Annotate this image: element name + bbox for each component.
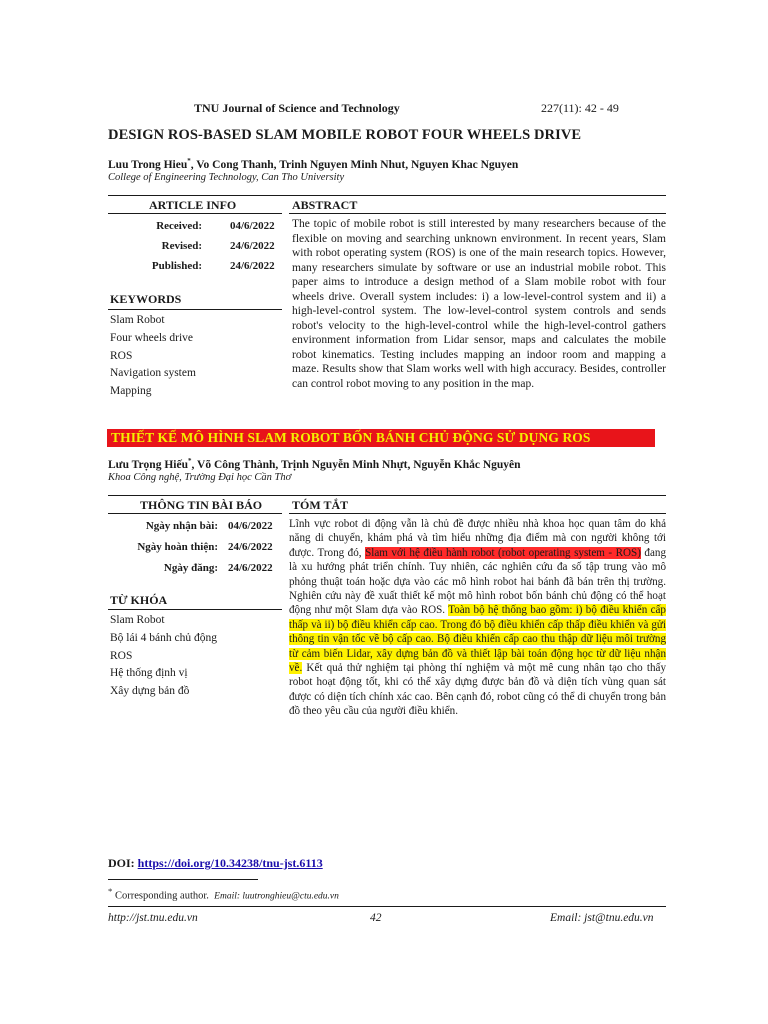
- keyword: Mapping: [110, 385, 152, 398]
- first-author: Lưu Trọng Hiếu: [108, 458, 188, 471]
- divider: [108, 195, 666, 196]
- meta-row-revised: [108, 240, 278, 254]
- divider: [108, 495, 666, 496]
- footnote-mark: *: [108, 886, 113, 896]
- keywords-list: [110, 312, 196, 401]
- footnote-email: Email: luutronghieu@ctu.edu.vn: [214, 891, 339, 902]
- footnote: [108, 886, 339, 902]
- abstract-part: Lĩnh vực robot di động vẫn là chủ đề được nhiều nhà khoa học quan tâm do khả năng di chuyển, khám phá và tìm hiểu những địa điểm mà con người không tới được. Trong đó,: [289, 518, 666, 559]
- meta-label: Ngày hoàn thiện:: [137, 541, 218, 553]
- meta-label: Received:: [156, 220, 202, 232]
- highlight-red: Slam với hệ điều hành robot (robot operating system - ROS): [365, 546, 641, 559]
- abstract-text: The topic of mobile robot is still interested by many researchers because of the flexible on moving and searching unknown environment. In recent years, Slam with robot operating system (ROS) is one of the main research topics. However, many researchers simulate by software or use an industrial mobile robot. This paper aims to introduce a design method of a Slam mobile robot with four wheels drive. Overall system includes: i) a low-level-control system and ii) a high-level-control system. The low-level-control system controls and sends robot's velocity to the high-level-control while the high-level-control gathers environment information from Lidar sensor, maps and calculates the mobile robot kinematics. Testing includes mapping an indoor room and mapping a maze. Results show that Slam works well with high accuracy. Besides, controller can control robot moving to any position in the map.: [292, 218, 666, 390]
- corresponding-mark: *: [187, 157, 191, 165]
- meta-value: 24/6/2022: [228, 541, 273, 553]
- abstract-heading-vn: TÓM TẮT: [292, 498, 349, 512]
- authors-vn: [108, 457, 521, 471]
- first-author: Luu Trong Hieu: [108, 158, 188, 171]
- abstract-text-vn: [289, 517, 666, 719]
- meta-label: Revised:: [161, 240, 202, 252]
- abstract-part: đang là xu hướng phát triển chính. Tuy nhiên, các nghiên cứu đa số tập trung vào mô phỏng thuật toán hoặc dựa vào các mô hình robot hai bánh đã bán trên thị trường. Nghiên cứu này đề xuất thiết kế một mô hình robot bốn bánh chủ động có thể hoạt động như một Slam dựa vào ROS.: [289, 546, 666, 617]
- authors-en: [108, 157, 518, 171]
- meta-value: 04/6/2022: [230, 220, 275, 232]
- doi-link[interactable]: https://doi.org/10.34238/tnu-jst.6113: [137, 856, 323, 870]
- keyword: Hệ thống định vị: [110, 667, 188, 680]
- doi-label: DOI:: [108, 856, 138, 870]
- paper-title-vn: THIẾT KẾ MÔ HÌNH SLAM ROBOT BỐN BÁNH CHỦ ĐỘNG SỬ DỤNG ROS: [111, 430, 591, 445]
- footer-url[interactable]: http://jst.tnu.edu.vn: [108, 912, 198, 924]
- footer-divider: [108, 906, 666, 907]
- paper-title-en: DESIGN ROS-BASED SLAM MOBILE ROBOT FOUR WHEELS DRIVE: [108, 127, 582, 143]
- meta-row-received: [108, 220, 278, 234]
- meta-label: Ngày đăng:: [163, 562, 218, 574]
- article-info-heading: ARTICLE INFO: [149, 198, 237, 212]
- affiliation-en: College of Engineering Technology, Can Tho University: [108, 172, 345, 183]
- footer-email[interactable]: Email: jst@tnu.edu.vn: [550, 912, 654, 924]
- divider: [289, 213, 666, 214]
- keyword: ROS: [110, 349, 133, 362]
- keywords-heading: KEYWORDS: [110, 292, 182, 306]
- keyword: Xây dựng bản đồ: [110, 685, 190, 698]
- meta-row-received-vn: [108, 520, 278, 534]
- divider: [108, 513, 282, 514]
- keyword: Four wheels drive: [110, 331, 194, 344]
- meta-row-published-vn: [108, 562, 278, 576]
- meta-label: Ngày nhận bài:: [145, 520, 218, 532]
- divider: [289, 513, 666, 514]
- keywords-heading-vn: TỪ KHÓA: [110, 593, 168, 607]
- footnote-divider: [108, 879, 258, 880]
- abstract-part: Kết quả thử nghiệm tại phòng thí nghiệm và một mê cung nhân tạo cho thấy robot hoạt động tốt, khi có thể xây dựng được bản đồ và diện tích vùng quan sát được có diện tích chính xác cao. Bên cạnh đó, robot cũng có thể di chuyển trong bản đồ theo yêu cầu của người điều khiển.: [289, 662, 666, 718]
- article-info-heading-vn: THÔNG TIN BÀI BÁO: [140, 498, 263, 512]
- meta-value: 24/6/2022: [230, 260, 275, 272]
- meta-label: Published:: [151, 260, 202, 272]
- footnote-text: Corresponding author.: [112, 890, 209, 902]
- keyword: Slam Robot: [110, 614, 165, 626]
- keyword: Bộ lái 4 bánh chủ động: [110, 631, 217, 644]
- other-authors: , Vo Cong Thanh, Trinh Nguyen Minh Nhut, Nguyen Khac Nguyen: [190, 158, 519, 171]
- corresponding-mark: *: [187, 457, 192, 465]
- other-authors: , Võ Công Thành, Trịnh Nguyễn Minh Nhựt, Nguyễn Khắc Nguyên: [191, 458, 521, 471]
- highlight-yellow: Toàn bộ hệ thống bao gồm: i) bộ điều khiển cấp thấp và ii) bộ điều khiển cấp cao. Trong đó bộ điều khiển cấp thấp điều khiển và gửi thông tin vận tốc về bộ cấp cao. Bộ điều khiển cấp cao thu thập dữ liệu môi trường từ cảm biến Lidar, xây dựng bản đồ và thiết lập bài toán động học từ dữ liệu nhận về.: [289, 604, 666, 675]
- divider: [108, 213, 282, 214]
- meta-value: 24/6/2022: [230, 240, 275, 252]
- keyword: Navigation system: [110, 367, 196, 380]
- doi: [108, 856, 323, 871]
- divider: [108, 309, 282, 310]
- footer-page-number: 42: [370, 912, 382, 924]
- meta-row-revised-vn: [108, 541, 278, 555]
- meta-value: 04/6/2022: [228, 520, 273, 532]
- affiliation-vn: Khoa Công nghệ, Trường Đại học Cần Thơ: [108, 472, 292, 483]
- keywords-list-vn: [110, 612, 217, 701]
- meta-value: 24/6/2022: [228, 562, 273, 574]
- divider: [108, 609, 282, 610]
- journal-name: TNU Journal of Science and Technology: [194, 101, 400, 115]
- meta-row-published: [108, 260, 278, 274]
- keyword: Slam Robot: [110, 314, 165, 326]
- abstract-heading: ABSTRACT: [292, 198, 358, 212]
- journal-volume: 227(11): 42 - 49: [541, 101, 619, 115]
- keyword: ROS: [110, 649, 133, 662]
